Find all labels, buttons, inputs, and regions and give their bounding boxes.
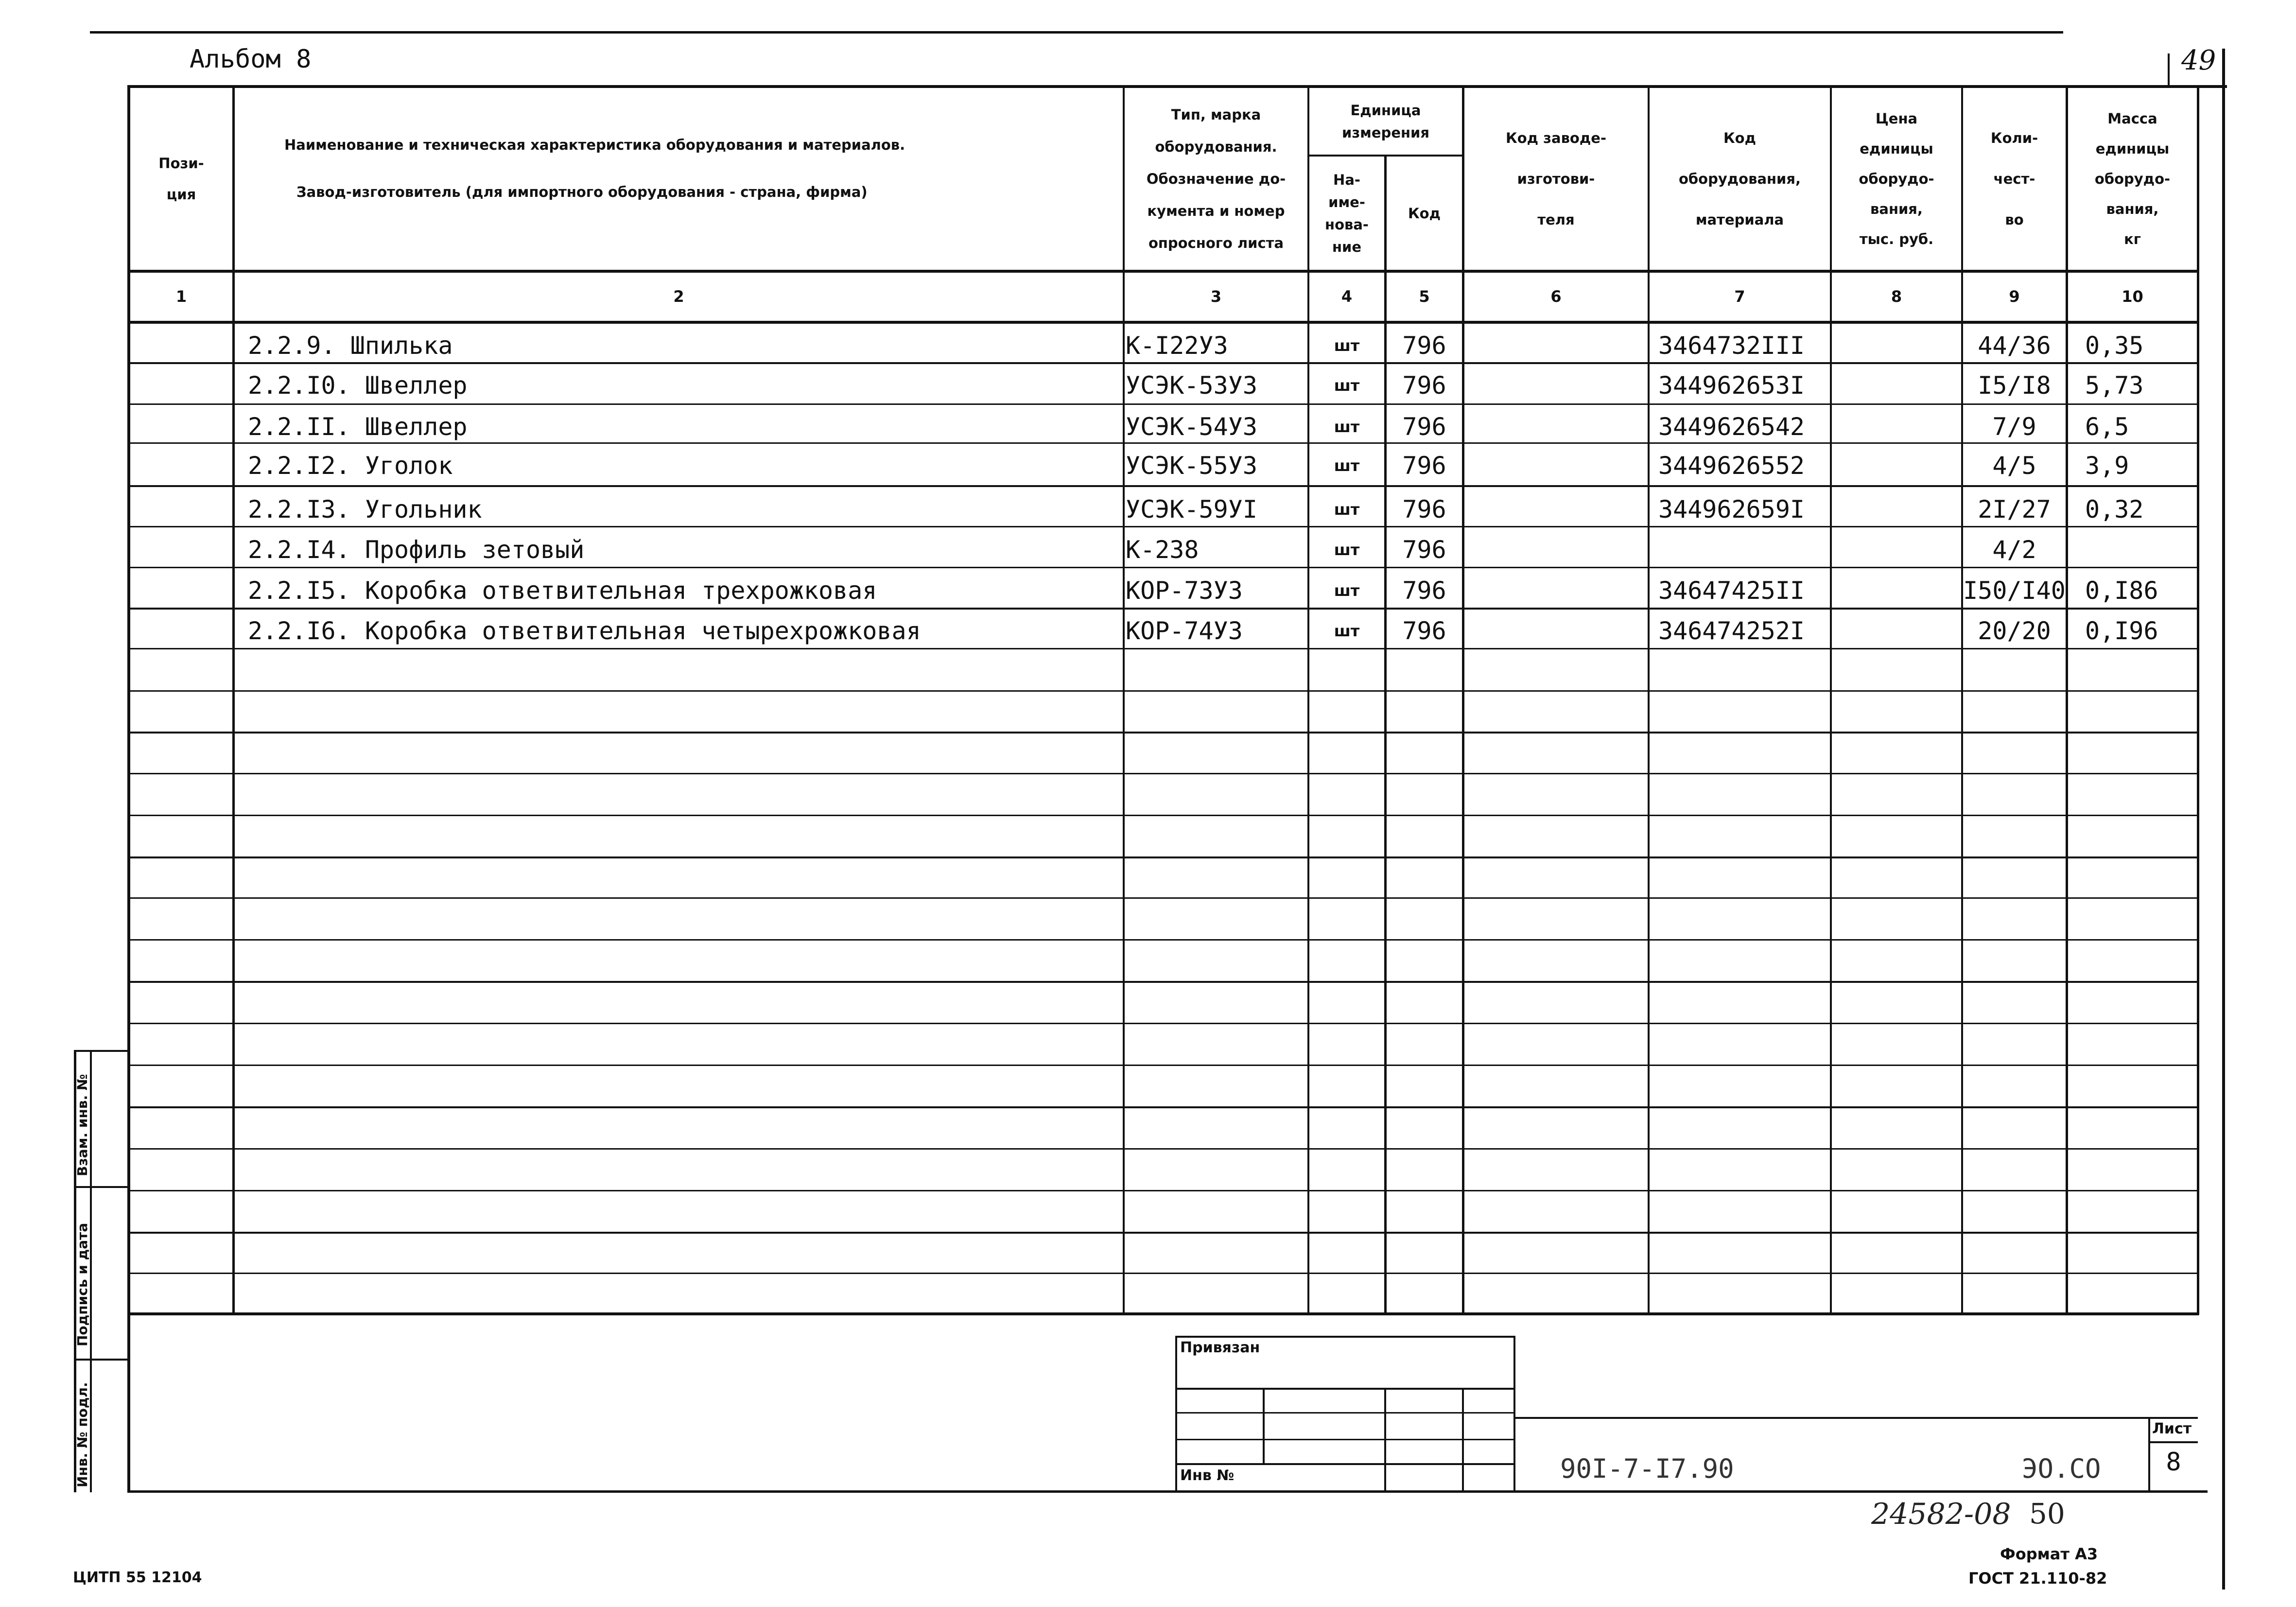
row-quantity: 4/2: [1992, 536, 2036, 564]
row-equipment-code: 346474252I: [1658, 617, 1805, 645]
row-unit-code: 796: [1402, 452, 1446, 480]
row-mass: 6,5: [2085, 413, 2129, 441]
col-number-9: 9: [2009, 287, 2020, 306]
handwritten-page: 50: [2029, 1497, 2065, 1530]
row-type: КОР-74У3: [1126, 617, 1243, 645]
side-label-podpis: Подпись и дата: [74, 1223, 90, 1346]
side-hline-2: [74, 1186, 128, 1188]
hline-numbers-bottom: [127, 321, 2199, 324]
row-mass: 0,I86: [2085, 576, 2158, 605]
row-separator: [127, 1232, 2199, 1234]
row-equipment-code: 344962659I: [1658, 495, 1805, 524]
row-name: 2.2.9. Шпилька: [248, 332, 453, 360]
col-header-quantity: Коли- чест- во: [1990, 130, 2038, 228]
stamp-vline-3: [1462, 1388, 1464, 1491]
row-separator: [127, 1065, 2199, 1066]
col-number-7: 7: [1734, 287, 1745, 306]
row-name: 2.2.II. Швеллер: [248, 413, 468, 441]
row-separator: [127, 981, 2199, 983]
row-separator: [127, 773, 2199, 774]
col-number-10: 10: [2122, 287, 2143, 306]
row-mass: 3,9: [2085, 452, 2129, 480]
album-label: Альбом 8: [190, 45, 312, 74]
col-number-1: 1: [175, 287, 187, 306]
row-unit: шт: [1334, 418, 1360, 436]
row-unit: шт: [1334, 581, 1360, 600]
section-code: ЭО.СО: [2022, 1453, 2101, 1484]
row-separator: [127, 939, 2199, 941]
row-separator: [127, 690, 2199, 692]
col-number-5: 5: [1419, 287, 1430, 306]
stamp-hline-4: [1175, 1463, 1515, 1465]
row-equipment-code: 3449626542: [1658, 413, 1805, 441]
row-quantity: 44/36: [1978, 332, 2051, 360]
row-separator: [127, 1023, 2199, 1024]
stamp-vline-2: [1384, 1388, 1386, 1491]
row-quantity: 7/9: [1992, 413, 2036, 441]
row-type: К-I22У3: [1126, 332, 1228, 360]
row-unit-code: 796: [1402, 536, 1446, 564]
row-mass: 5,73: [2085, 371, 2144, 400]
col-header-mass: Масса единицы оборудо- вания, кг: [2094, 110, 2171, 247]
stamp-vline-1: [1263, 1388, 1265, 1463]
doc-code: 90I-7-I7.90: [1560, 1453, 1734, 1484]
col-header-name-line2: Завод-изготовитель (для импортного оборудования - страна, фирма): [296, 184, 868, 200]
col-number-8: 8: [1891, 287, 1902, 306]
col-header-name-line1: Наименование и техническая характеристика оборудования и материалов.: [284, 137, 905, 153]
row-name: 2.2.I0. Швеллер: [248, 371, 468, 400]
row-unit: шт: [1334, 622, 1360, 640]
row-separator: [127, 732, 2199, 734]
row-unit: шт: [1334, 500, 1360, 519]
row-separator: [127, 856, 2199, 858]
row-quantity: 4/5: [1992, 452, 2036, 480]
col-number-6: 6: [1550, 287, 1562, 306]
row-unit-code: 796: [1402, 413, 1446, 441]
row-mass: 0,32: [2085, 495, 2144, 524]
row-equipment-code: 3449626552: [1658, 452, 1805, 480]
row-name: 2.2.I4. Профиль зетовый: [248, 536, 585, 564]
row-mass: 0,I96: [2085, 617, 2158, 645]
row-name: 2.2.I6. Коробка ответвительная четырехрожковая: [248, 617, 921, 645]
col-number-4: 4: [1341, 287, 1353, 306]
col-header-price: Цена единицы оборудо- вания, тыс. руб.: [1859, 110, 1934, 247]
frame-mark: [2168, 53, 2170, 87]
row-separator: [127, 1190, 2199, 1191]
sheet-label: Лист: [2152, 1420, 2192, 1437]
row-separator: [127, 815, 2199, 816]
col-header-unit-group: Единица измерения: [1342, 102, 1429, 141]
side-hline-3: [74, 1359, 128, 1361]
row-separator: [127, 1273, 2199, 1274]
stamp-hline-2: [1175, 1412, 1515, 1414]
sheet-number: 8: [2166, 1448, 2181, 1477]
row-name: 2.2.I5. Коробка ответвительная трехрожковая: [248, 576, 877, 605]
row-separator: [127, 1106, 2199, 1108]
row-mass: 0,35: [2085, 332, 2144, 360]
row-equipment-code: 3464732III: [1658, 332, 1805, 360]
row-unit-code: 796: [1402, 576, 1446, 605]
row-unit: шт: [1334, 376, 1360, 395]
row-quantity: 20/20: [1978, 617, 2051, 645]
row-type: УСЭК-59УI: [1126, 495, 1257, 524]
row-type: УСЭК-55У3: [1126, 452, 1257, 480]
row-type: К-238: [1126, 536, 1199, 564]
sheet-handwritten: 49: [2181, 45, 2216, 76]
stamp-inv-no-label: Инв №: [1180, 1467, 1235, 1484]
col-header-factory-code: Код заводе- изготови- теля: [1506, 130, 1606, 228]
col-number-2: 2: [673, 287, 684, 306]
row-name: 2.2.I3. Угольник: [248, 495, 482, 524]
side-label-inv: Инв. № подл.: [74, 1382, 90, 1487]
row-unit-code: 796: [1402, 617, 1446, 645]
title-hline: [1515, 1417, 2198, 1419]
stamp-hline-1: [1175, 1388, 1515, 1390]
col-header-equipment-code: Код оборудования, материала: [1678, 130, 1801, 228]
col-number-3: 3: [1210, 287, 1222, 306]
col-header-type: Тип, марка оборудования. Обозначение до- кумента и номер опросного листа: [1146, 106, 1286, 251]
frame-bottom: [127, 1490, 2208, 1493]
frame-right: [2222, 49, 2225, 1590]
side-label-vzam: Взам. инв. №: [74, 1074, 90, 1176]
row-equipment-code: 34647425II: [1658, 576, 1805, 605]
col-header-unit-code: Код: [1408, 205, 1441, 222]
publisher-label: ЦИТП 55 12104: [73, 1569, 202, 1586]
row-unit-code: 796: [1402, 495, 1446, 524]
row-unit: шт: [1334, 456, 1360, 475]
row-unit: шт: [1334, 541, 1360, 559]
row-unit: шт: [1334, 336, 1360, 355]
gost-label: ГОСТ 21.110-82: [1968, 1569, 2107, 1588]
title-sheet-hline: [2148, 1441, 2198, 1443]
row-type: КОР-73У3: [1126, 576, 1243, 605]
hline-table-bottom: [127, 1312, 2199, 1315]
row-name: 2.2.I2. Уголок: [248, 452, 453, 480]
row-quantity: 2I/27: [1978, 495, 2051, 524]
row-unit-code: 796: [1402, 332, 1446, 360]
col-header-position: Пози- ция: [158, 155, 204, 203]
top-rule: [90, 31, 2063, 34]
row-quantity: I50/I40: [1963, 576, 2066, 605]
handwritten-number: 24582-08: [1871, 1497, 2011, 1531]
side-hline-1: [74, 1050, 128, 1052]
stamp-hline-3: [1175, 1439, 1515, 1440]
format-label: Формат А3: [2000, 1545, 2098, 1563]
col-header-unit-name: На- име- нова- ние: [1325, 171, 1369, 255]
row-unit-code: 796: [1402, 371, 1446, 400]
row-quantity: I5/I8: [1978, 371, 2051, 400]
row-separator: [127, 897, 2199, 899]
row-equipment-code: 344962653I: [1658, 371, 1805, 400]
row-type: УСЭК-54У3: [1126, 413, 1257, 441]
row-type: УСЭК-53У3: [1126, 371, 1257, 400]
stamp-attached-label: Привязан: [1180, 1339, 1260, 1356]
row-separator: [127, 1148, 2199, 1150]
